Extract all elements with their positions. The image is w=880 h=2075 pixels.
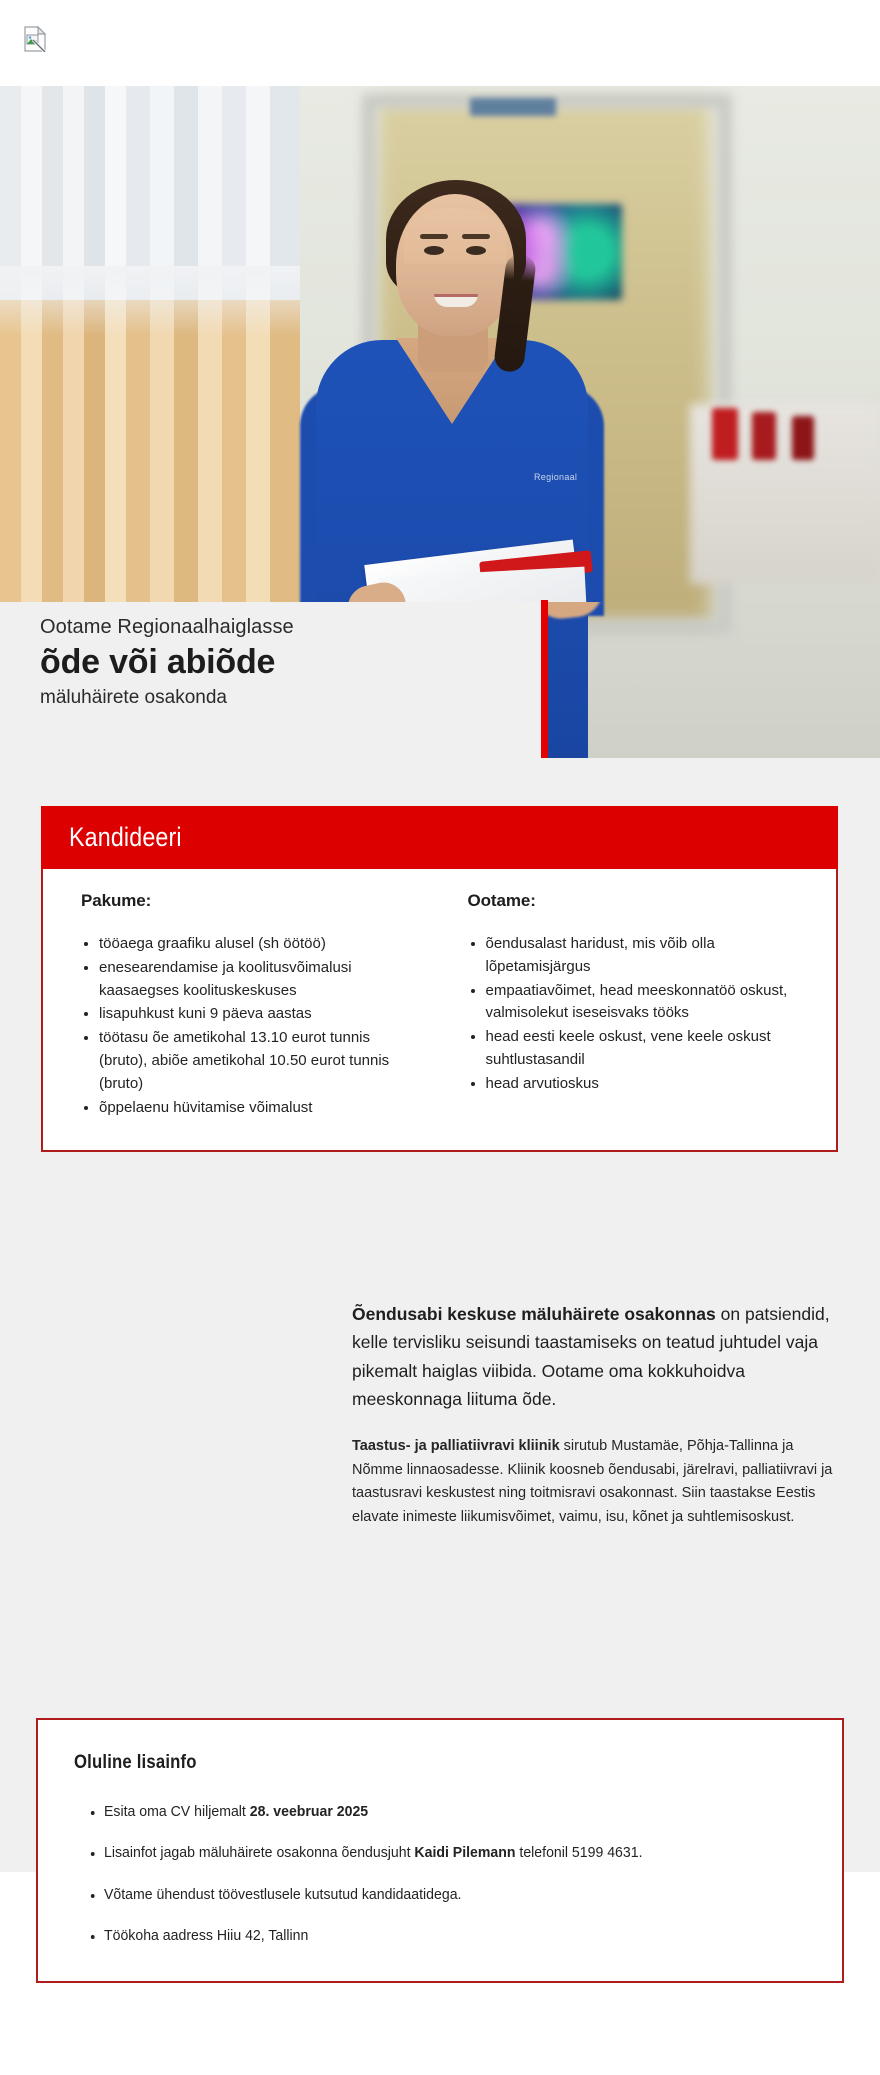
offer-column xyxy=(53,891,440,1120)
title-overline: Ootame Regionaalhaiglasse xyxy=(40,616,294,638)
info-item-highlight: 28. veebruar 2025 xyxy=(249,1803,369,1820)
title-subline: mäluhäirete osakonda xyxy=(40,687,227,709)
page-title: õde või abiõde xyxy=(40,643,276,681)
important-info-title: Oluline lisainfo xyxy=(74,1752,197,1773)
apply-card-title: Kandideeri xyxy=(69,822,182,852)
description-secondary-rest: sirutub Mustamäe, Põhja-Tallinna ja Nõmme linnaosadesse. Kliinik koosneb õendusabi, järelravi, palliatiivravi ja taastusravi keskustest ning toitmisravi osakonnast. Siin taastakse Eestis elavate inimeste liikumisvõimet, vaimu, isu, kõnet ja suhtlemisoskust. xyxy=(352,1438,833,1525)
broken-image-icon xyxy=(24,26,46,52)
expect-list-item: • empaatiavõimet, head meeskonnatöö oskust, valmisolekut iseseisvaks tööks xyxy=(486,980,805,1026)
offer-heading: Pakume: xyxy=(81,891,152,910)
info-item-suffix: telefonil 5199 4631. xyxy=(515,1844,643,1862)
important-info-list-item xyxy=(104,1924,764,1947)
important-info-list xyxy=(74,1800,806,1947)
important-info-list-item xyxy=(104,1841,764,1864)
apply-card-header xyxy=(41,806,838,869)
offer-list-item: • enesearendamise ja koolitusvõimalusi kaasaegses koolituskeskuses xyxy=(99,957,418,1003)
offer-list-item: • töötasu õe ametikohal 13.10 eurot tunnis (bruto), abiõe ametikohal 10.50 eurot tunnis (bruto) xyxy=(99,1027,418,1095)
description-lead xyxy=(352,1300,842,1413)
offer-list-item: • lisapuhkust kuni 9 päeva aastas xyxy=(99,1003,418,1026)
info-item-prefix: Lisainfot jagab mäluhäirete osakonna õendusjuht xyxy=(104,1844,415,1862)
description-lead-bold: Õendusabi keskuse mäluhäirete osakonnas xyxy=(352,1304,716,1324)
info-item-prefix: Võtame ühendust töövestlusele kutsutud kandidaatidega. xyxy=(104,1885,462,1903)
expect-heading: Ootame: xyxy=(467,891,536,910)
apply-card-body xyxy=(41,869,838,1152)
hero-image-lower xyxy=(541,602,880,758)
important-info-card xyxy=(36,1718,844,1983)
description-secondary xyxy=(352,1435,842,1529)
description-secondary-bold: Taastus- ja palliatiivravi kliinik xyxy=(352,1438,560,1455)
expect-list-item: • head eesti keele oskust, vene keele oskust suhtlustasandil xyxy=(486,1026,805,1072)
description-section xyxy=(352,1300,842,1529)
offer-list xyxy=(81,933,418,1119)
info-item-highlight: Kaidi Pilemann xyxy=(414,1844,516,1862)
important-info-list-item xyxy=(104,1883,764,1906)
top-bar xyxy=(0,0,880,86)
page-title-block xyxy=(0,602,541,758)
offer-list-item: • tööaega graafiku alusel (sh öötöö) xyxy=(99,933,418,956)
hero-image xyxy=(0,86,880,602)
offer-list-item: • õppelaenu hüvitamise võimalust xyxy=(99,1097,418,1120)
expect-list-item: • head arvutioskus xyxy=(486,1073,805,1096)
description-lead-rest: on patsiendid, kelle tervisliku seisundi taastamiseks on teatud juhtudel vaja pikemalt haiglas viibida. Ootame oma kokkuhoidva meeskonnaga liituma õde. xyxy=(352,1304,830,1410)
apply-card xyxy=(41,806,838,1152)
hero-red-accent-bar xyxy=(541,600,548,758)
info-item-prefix: Esita oma CV hiljemalt xyxy=(104,1803,250,1820)
expect-column xyxy=(440,891,827,1120)
expect-list xyxy=(468,933,805,1096)
info-item-prefix: Töökoha aadress Hiiu 42, Tallinn xyxy=(104,1926,309,1944)
expect-list-item: • õendusalast haridust, mis võib olla lõpetamisjärgus xyxy=(486,933,805,979)
scrubs-logo-text: Regionaal xyxy=(534,472,578,482)
important-info-list-item xyxy=(104,1800,764,1823)
